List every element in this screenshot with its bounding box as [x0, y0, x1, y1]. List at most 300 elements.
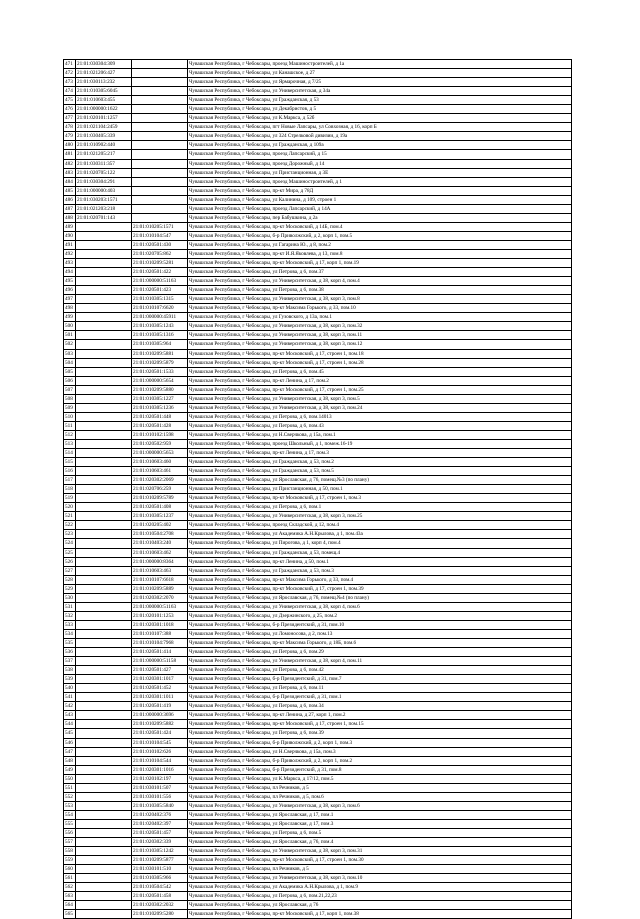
building-cadastral-number [76, 566, 132, 575]
building-cadastral-number [76, 883, 132, 892]
table-row [64, 856, 572, 865]
building-cadastral-number: 21:01:030311:357 [76, 159, 132, 168]
building-cadastral-number [76, 503, 132, 512]
premises-cadastral-number: 21:01:000000:45911 [132, 313, 188, 322]
table-row [64, 222, 572, 231]
table-row [64, 467, 572, 476]
premises-cadastral-number [132, 69, 188, 78]
premises-cadastral-number: 21:01:000000:51158 [132, 657, 188, 666]
table-row [64, 69, 572, 78]
row-number: 483 [64, 168, 76, 177]
row-number: 485 [64, 186, 76, 195]
row-number: 560 [64, 865, 76, 874]
table-row [64, 720, 572, 729]
building-cadastral-number: 21:01:021205:217 [76, 150, 132, 159]
row-number: 535 [64, 639, 76, 648]
premises-cadastral-number: 21:01:020501:422 [132, 268, 188, 277]
table-row [64, 575, 572, 584]
premises-cadastral-number: 21:01:010209:5882 [132, 720, 188, 729]
table-row [64, 792, 572, 801]
address: Чувашская Республика, г Чебоксары, ул Гражданская, д 109а [188, 141, 572, 150]
row-number: 552 [64, 792, 76, 801]
address: Чувашская Республика, г Чебоксары, ул Университетская, д 38, корп 3, пом.6 [188, 801, 572, 810]
premises-cadastral-number: 21:01:020705:862 [132, 249, 188, 258]
address: Чувашская Республика, г Чебоксары, пр-кт Московский, д 17, строен 1, пом.39 [188, 584, 572, 593]
address: Чувашская Республика, г Чебоксары, ул Декабристов, д 5 [188, 105, 572, 114]
premises-cadastral-number: 21:01:010305:1316 [132, 331, 188, 340]
row-number: 530 [64, 593, 76, 602]
address: Чувашская Республика, г Чебоксары, ул Университетская, д 38, корп 4, пом.6 [188, 602, 572, 611]
premises-cadastral-number: 21:01:020501:408 [132, 503, 188, 512]
building-cadastral-number [76, 548, 132, 557]
building-cadastral-number [76, 629, 132, 638]
premises-cadastral-number: 21:01:020501:458 [132, 892, 188, 901]
premises-cadastral-number [132, 186, 188, 195]
address: Чувашская Республика, г Чебоксары, ул Петрова, д 6, пом.34 [188, 702, 572, 711]
premises-cadastral-number: 21:01:010305:1242 [132, 847, 188, 856]
address: Чувашская Республика, г Чебоксары, проезд Школьный, д 1, помеж.16-19 [188, 439, 572, 448]
premises-cadastral-number: 21:01:010305:5840 [132, 801, 188, 810]
table-row [64, 611, 572, 620]
address: Чувашская Республика, г Чебоксары, ул Гражданская, д 53, пом.3 [188, 566, 572, 575]
row-number: 472 [64, 69, 76, 78]
premises-cadastral-number: 21:01:020301:1018 [132, 620, 188, 629]
premises-cadastral-number: 21:01:020501:424 [132, 729, 188, 738]
address: Чувашская Республика, г Чебоксары, ул К.Маркса, д 17/12, пом.5 [188, 774, 572, 783]
row-number: 531 [64, 602, 76, 611]
table-row [64, 503, 572, 512]
table-row [64, 105, 572, 114]
building-cadastral-number: 21:01:021206:427 [76, 69, 132, 78]
premises-cadastral-number: 21:01:020501:448 [132, 412, 188, 421]
premises-cadastral-number: 21:01:010305:966 [132, 874, 188, 883]
premises-cadastral-number: 21:01:010305:964 [132, 340, 188, 349]
table-row [64, 666, 572, 675]
table-row [64, 648, 572, 657]
table-row [64, 838, 572, 847]
building-cadastral-number [76, 620, 132, 629]
address: Чувашская Республика, г Чебоксары, ул Ярмарочная, д 7/25 [188, 78, 572, 87]
address: Чувашская Республика, г Чебоксары, ул Канашское, д 27 [188, 69, 572, 78]
row-number: 515 [64, 458, 76, 467]
building-cadastral-number: 21:01:010902:440 [76, 141, 132, 150]
address: Чувашская Республика, г Чебоксары, пр-кт Московский, д 17, строен 1, пом.3 [188, 494, 572, 503]
building-cadastral-number [76, 412, 132, 421]
table-row [64, 711, 572, 720]
address: Чувашская Республика, г Чебоксары, ул Калинина, д 109, строен 1 [188, 195, 572, 204]
building-cadastral-number [76, 521, 132, 530]
table-row [64, 114, 572, 123]
row-number: 558 [64, 847, 76, 856]
table-row [64, 521, 572, 530]
premises-cadastral-number: 21:01:020501:419 [132, 702, 188, 711]
building-cadastral-number [76, 611, 132, 620]
premises-cadastral-number [132, 114, 188, 123]
address: Чувашская Республика, г Чебоксары, пр-кт Ленина, д 17, пом.2 [188, 376, 572, 385]
address: Чувашская Республика, г Чебоксары, пр-кт Максима Горького, д 33, пом.4 [188, 575, 572, 584]
premises-cadastral-number: 21:01:020302:2070 [132, 593, 188, 602]
row-number: 489 [64, 222, 76, 231]
table-row [64, 141, 572, 150]
address: Чувашская Республика, г Чебоксары, пр-кт Московский, д 17, строен 1, пом.30 [188, 856, 572, 865]
address: Чувашская Республика, г Чебоксары, пр-кт Ленина, д 50, пом.1 [188, 557, 572, 566]
building-cadastral-number: 21:01:030405:339 [76, 132, 132, 141]
premises-cadastral-number: 21:01:010107:6620 [132, 304, 188, 313]
table-row [64, 738, 572, 747]
address: Чувашская Республика, г Чебоксары, пр-кт Московский, д 17, корп 1, пом.19 [188, 259, 572, 268]
premises-cadastral-number: 21:01:020501:428 [132, 421, 188, 430]
row-number: 482 [64, 159, 76, 168]
premises-cadastral-number: 21:01:020501:1533 [132, 367, 188, 376]
row-number: 474 [64, 87, 76, 96]
building-cadastral-number [76, 557, 132, 566]
premises-cadastral-number: 21:01:020205:402 [132, 521, 188, 530]
premises-cadastral-number: 21:01:010504:2708 [132, 530, 188, 539]
building-cadastral-number [76, 403, 132, 412]
table-row [64, 159, 572, 168]
premises-cadastral-number [132, 96, 188, 105]
address: Чувашская Республика, г Чебоксары, ул Университетская, д 38, корп 3, пом.32 [188, 322, 572, 331]
premises-cadastral-number: 21:01:020501:427 [132, 666, 188, 675]
table-row [64, 847, 572, 856]
address: Чувашская Республика, г Чебоксары, ул Дзержинского, д 25, пом.2 [188, 611, 572, 620]
building-cadastral-number [76, 584, 132, 593]
building-cadastral-number [76, 648, 132, 657]
table-row [64, 458, 572, 467]
premises-cadastral-number [132, 78, 188, 87]
address: Чувашская Республика, г Чебоксары, ул Университетская, д 38, корп 4, пом.11 [188, 657, 572, 666]
building-cadastral-number [76, 810, 132, 819]
table-row [64, 783, 572, 792]
address: Чувашская Республика, г Чебоксары, ул Петрова, д 6, пом.37 [188, 268, 572, 277]
premises-cadastral-number: 21:01:020302:339 [132, 838, 188, 847]
table-row [64, 249, 572, 258]
row-number: 503 [64, 349, 76, 358]
building-cadastral-number [76, 657, 132, 666]
address: Чувашская Республика, г Чебоксары, ул Ярославская, д 17, пом.3 [188, 819, 572, 828]
row-number: 478 [64, 123, 76, 132]
premises-cadastral-number: 21:01:020102:197 [132, 774, 188, 783]
building-cadastral-number: 21:01:010603:455 [76, 96, 132, 105]
building-cadastral-number: 21:01:020101:1257 [76, 114, 132, 123]
premises-cadastral-number: 21:01:010209:5879 [132, 358, 188, 367]
row-number: 475 [64, 96, 76, 105]
premises-cadastral-number: 21:01:010205:1571 [132, 222, 188, 231]
premises-cadastral-number: 21:01:010104:7968 [132, 639, 188, 648]
table-row [64, 331, 572, 340]
table-row [64, 358, 572, 367]
premises-cadastral-number: 21:01:010209:5281 [132, 259, 188, 268]
address: Чувашская Республика, г Чебоксары, ул Университетская, д 38, корп 4, пом.4 [188, 277, 572, 286]
address: Чувашская Республика, г Чебоксары, пр-кт Московский, д 17, строен 1, пом.25 [188, 385, 572, 394]
building-cadastral-number: 21:01:020705:122 [76, 168, 132, 177]
address: Чувашская Республика, г Чебоксары, проезд Складской, д 12, пом.4 [188, 521, 572, 530]
address: Чувашская Республика, г Чебоксары, ул Гражданская, д 53, пом.2 [188, 458, 572, 467]
row-number: 517 [64, 476, 76, 485]
address: Чувашская Республика, г Чебоксары, ул Пристанционная, д 50, пом.1 [188, 485, 572, 494]
table-row [64, 268, 572, 277]
building-cadastral-number [76, 783, 132, 792]
row-number: 525 [64, 548, 76, 557]
table-row [64, 123, 572, 132]
premises-cadastral-number: 21:01:000000:5654 [132, 376, 188, 385]
premises-cadastral-number: 21:01:010305:1236 [132, 403, 188, 412]
building-cadastral-number [76, 512, 132, 521]
table-row [64, 693, 572, 702]
building-cadastral-number [76, 874, 132, 883]
table-row [64, 883, 572, 892]
table-row [64, 810, 572, 819]
row-number: 479 [64, 132, 76, 141]
premises-cadastral-number: 21:01:020402:376 [132, 810, 188, 819]
building-cadastral-number [76, 358, 132, 367]
address: Чувашская Республика, г Чебоксары, ул Университетская, д 38, корп 3, пом.5 [188, 394, 572, 403]
table-row [64, 150, 572, 159]
table-row [64, 259, 572, 268]
building-cadastral-number [76, 467, 132, 476]
table-row [64, 702, 572, 711]
table-row [64, 684, 572, 693]
table-row [64, 639, 572, 648]
table-row [64, 304, 572, 313]
building-cadastral-number [76, 774, 132, 783]
building-cadastral-number: 21:01:020701:143 [76, 213, 132, 222]
table-row [64, 87, 572, 96]
address: Чувашская Республика, г Чебоксары, пр-кт И.Я.Яковлева, д 13, пом.8 [188, 249, 572, 258]
address: Чувашская Республика, г Чебоксары, ул Н.Сверчкова, д 15а, пом.1 [188, 430, 572, 439]
premises-cadastral-number [132, 105, 188, 114]
premises-cadastral-number: 21:01:010104:544 [132, 756, 188, 765]
table-row [64, 394, 572, 403]
premises-cadastral-number: 21:01:010603:463 [132, 566, 188, 575]
building-cadastral-number [76, 801, 132, 810]
row-number: 539 [64, 675, 76, 684]
row-number: 490 [64, 231, 76, 240]
address: Чувашская Республика, г Чебоксары, ул Пристанционная, д 3Е [188, 168, 572, 177]
address: Чувашская Республика, г Чебоксары, ул Петрова, д 6, пом.14013 [188, 412, 572, 421]
address: Чувашская Республика, г Чебоксары, ул Гагарина Ю., д 8, пом.2 [188, 240, 572, 249]
building-cadastral-number [76, 222, 132, 231]
premises-cadastral-number: 21:01:020402:397 [132, 819, 188, 828]
building-cadastral-number [76, 910, 132, 919]
table-row [64, 449, 572, 458]
address: Чувашская Республика, г Чебоксары, ул 324 Стрелковой дивизии, д 19а [188, 132, 572, 141]
row-number: 471 [64, 60, 76, 69]
table-row [64, 295, 572, 304]
premises-cadastral-number: 21:01:010209:5881 [132, 349, 188, 358]
premises-cadastral-number: 21:01:020501:452 [132, 684, 188, 693]
address: Чувашская Республика, г Чебоксары, ул Гражданская, д 53, пом.5 [188, 467, 572, 476]
address: Чувашская Республика, г Чебоксары, пр-кт Ленина, д 17, пом.3 [188, 449, 572, 458]
row-number: 553 [64, 801, 76, 810]
row-number: 499 [64, 313, 76, 322]
building-cadastral-number [76, 828, 132, 837]
table-row [64, 213, 572, 222]
property-register-table [63, 59, 572, 919]
address: Чувашская Республика, г Чебоксары, ул Университетская, д 38, корп 3, пом.11 [188, 331, 572, 340]
building-cadastral-number [76, 892, 132, 901]
table-row [64, 675, 572, 684]
row-number: 476 [64, 105, 76, 114]
row-number: 543 [64, 711, 76, 720]
row-number: 505 [64, 367, 76, 376]
table-row [64, 313, 572, 322]
row-number: 511 [64, 421, 76, 430]
row-number: 540 [64, 684, 76, 693]
table-row [64, 439, 572, 448]
row-number: 561 [64, 874, 76, 883]
address: Чувашская Республика, г Чебоксары, проезд Лапсарский, д 14А [188, 204, 572, 213]
address: Чувашская Республика, г Чебоксары, ул Н.Сверчкова, д 15а, пом.3 [188, 747, 572, 756]
address: Чувашская Республика, г Чебоксары, пгт Новые Лапсары, ул Совхозная, д 16, корп Б [188, 123, 572, 132]
row-number: 523 [64, 530, 76, 539]
row-number: 496 [64, 286, 76, 295]
row-number: 548 [64, 756, 76, 765]
address: Чувашская Республика, г Чебоксары, пр-кт Максима Горького, д 33, пом.10 [188, 304, 572, 313]
address: Чувашская Республика, г Чебоксары, пр-кт Московский, д 17, строен 1, пом.15 [188, 720, 572, 729]
row-number: 504 [64, 358, 76, 367]
address: Чувашская Республика, г Чебоксары, пр-кт Мира, д 78Д [188, 186, 572, 195]
building-cadastral-number [76, 847, 132, 856]
address: Чувашская Республика, г Чебоксары, ул Петрова, д 6, пом.39 [188, 729, 572, 738]
premises-cadastral-number [132, 195, 188, 204]
row-number: 564 [64, 901, 76, 910]
row-number: 507 [64, 385, 76, 394]
building-cadastral-number [76, 901, 132, 910]
table-row [64, 494, 572, 503]
premises-cadastral-number: 21:01:020501:414 [132, 648, 188, 657]
building-cadastral-number [76, 268, 132, 277]
premises-cadastral-number: 21:01:000000:51163 [132, 602, 188, 611]
table-row [64, 186, 572, 195]
address: Чувашская Республика, г Чебоксары, пр-кт Максима Горького, д 18Б, пом.6 [188, 639, 572, 648]
table-row [64, 557, 572, 566]
building-cadastral-number [76, 231, 132, 240]
premises-cadastral-number [132, 141, 188, 150]
premises-cadastral-number: 21:01:010403:240 [132, 539, 188, 548]
address: Чувашская Республика, г Чебоксары, ул Гузовского, д 13а, пом.1 [188, 313, 572, 322]
premises-cadastral-number: 21:01:010603:461 [132, 467, 188, 476]
building-cadastral-number [76, 394, 132, 403]
address: Чувашская Республика, г Чебоксары, ул Петрова, д 6, пом.43 [188, 421, 572, 430]
table-row [64, 801, 572, 810]
row-number: 502 [64, 340, 76, 349]
row-number: 544 [64, 720, 76, 729]
row-number: 512 [64, 430, 76, 439]
building-cadastral-number: 21:01:030304:291 [76, 177, 132, 186]
address: Чувашская Республика, г Чебоксары, ул Университетская, д 38, корп 3, пом.24 [188, 403, 572, 412]
building-cadastral-number [76, 367, 132, 376]
row-number: 510 [64, 412, 76, 421]
address: Чувашская Республика, г Чебоксары, ул Университетская, д 38, корп 3, пом.31 [188, 847, 572, 856]
address: Чувашская Республика, г Чебоксары, ул Гражданская, д 53, помещ.4 [188, 548, 572, 557]
premises-cadastral-number: 21:01:020302:2032 [132, 901, 188, 910]
building-cadastral-number [76, 485, 132, 494]
table-row [64, 539, 572, 548]
row-number: 473 [64, 78, 76, 87]
address: Чувашская Республика, г Чебоксары, пл Речников, д 5, пом.6 [188, 792, 572, 801]
table-row [64, 177, 572, 186]
address: Чувашская Республика, г Чебоксары, ул Ломоносова, д 2, пом.13 [188, 629, 572, 638]
premises-cadastral-number [132, 213, 188, 222]
address: Чувашская Республика, г Чебоксары, б-р Президентский, д 31, пом.7 [188, 675, 572, 684]
address: Чувашская Республика, г Чебоксары, проезд Машиностроителей, д 1 [188, 177, 572, 186]
address: Чувашская Республика, г Чебоксары, проезд Лапсарский, д 15 [188, 150, 572, 159]
premises-cadastral-number [132, 123, 188, 132]
row-number: 491 [64, 240, 76, 249]
premises-cadastral-number: 21:01:000000:51163 [132, 277, 188, 286]
row-number: 529 [64, 584, 76, 593]
premises-cadastral-number [132, 150, 188, 159]
premises-cadastral-number: 21:01:000000:3696 [132, 711, 188, 720]
row-number: 532 [64, 611, 76, 620]
building-cadastral-number [76, 322, 132, 331]
address: Чувашская Республика, г Чебоксары, б-р Президентский, д 31, пом.1 [188, 693, 572, 702]
building-cadastral-number [76, 259, 132, 268]
table-row [64, 874, 572, 883]
building-cadastral-number [76, 675, 132, 684]
row-number: 488 [64, 213, 76, 222]
table-row [64, 729, 572, 738]
building-cadastral-number [76, 711, 132, 720]
row-number: 546 [64, 738, 76, 747]
premises-cadastral-number: 21:01:020301:1017 [132, 675, 188, 684]
address: Чувашская Республика, г Чебоксары, ул Петрова, д 6, пом.38 [188, 286, 572, 295]
premises-cadastral-number: 21:01:010209:5889 [132, 584, 188, 593]
row-number: 563 [64, 892, 76, 901]
building-cadastral-number [76, 865, 132, 874]
address: Чувашская Республика, г Чебоксары, пр-кт Московский, д 17, строен 1, пом.28 [188, 358, 572, 367]
building-cadastral-number: 21:01:030113:232 [76, 78, 132, 87]
row-number: 520 [64, 503, 76, 512]
address: Чувашская Республика, г Чебоксары, ул Петрова, д 6, пом.21,22,23 [188, 892, 572, 901]
address: Чувашская Республика, г Чебоксары, б-р Приволжский, д 2, корп 1, пом.3 [188, 738, 572, 747]
table-row [64, 195, 572, 204]
premises-cadastral-number: 21:01:010209:5280 [132, 910, 188, 919]
row-number: 522 [64, 521, 76, 530]
row-number: 516 [64, 467, 76, 476]
building-cadastral-number [76, 729, 132, 738]
address: Чувашская Республика, г Чебоксары, ул Академика А.Н.Крылова, д 1, пом.43а [188, 530, 572, 539]
building-cadastral-number [76, 720, 132, 729]
building-cadastral-number [76, 249, 132, 258]
premises-cadastral-number: 21:01:030101:556 [132, 792, 188, 801]
table-row [64, 349, 572, 358]
table-row [64, 747, 572, 756]
building-cadastral-number: 21:01:000000:403 [76, 186, 132, 195]
table-row [64, 322, 572, 331]
building-cadastral-number [76, 666, 132, 675]
building-cadastral-number [76, 602, 132, 611]
premises-cadastral-number: 21:01:020501:423 [132, 286, 188, 295]
address: Чувашская Республика, г Чебоксары, ул Университетская, д 38, корп 3, пом.10 [188, 874, 572, 883]
row-number: 549 [64, 765, 76, 774]
table-row [64, 286, 572, 295]
premises-cadastral-number: 21:01:020301:1016 [132, 765, 188, 774]
premises-cadastral-number: 21:01:010603:460 [132, 458, 188, 467]
address: Чувашская Республика, г Чебоксары, ул Университетская, д 34а [188, 87, 572, 96]
table-row [64, 340, 572, 349]
building-cadastral-number [76, 765, 132, 774]
register-body [64, 60, 572, 919]
row-number: 521 [64, 512, 76, 521]
row-number: 508 [64, 394, 76, 403]
table-row [64, 828, 572, 837]
premises-cadastral-number: 21:01:010305:1243 [132, 322, 188, 331]
address: Чувашская Республика, г Чебоксары, пл Речников, д 5 [188, 783, 572, 792]
table-row [64, 865, 572, 874]
row-number: 542 [64, 702, 76, 711]
